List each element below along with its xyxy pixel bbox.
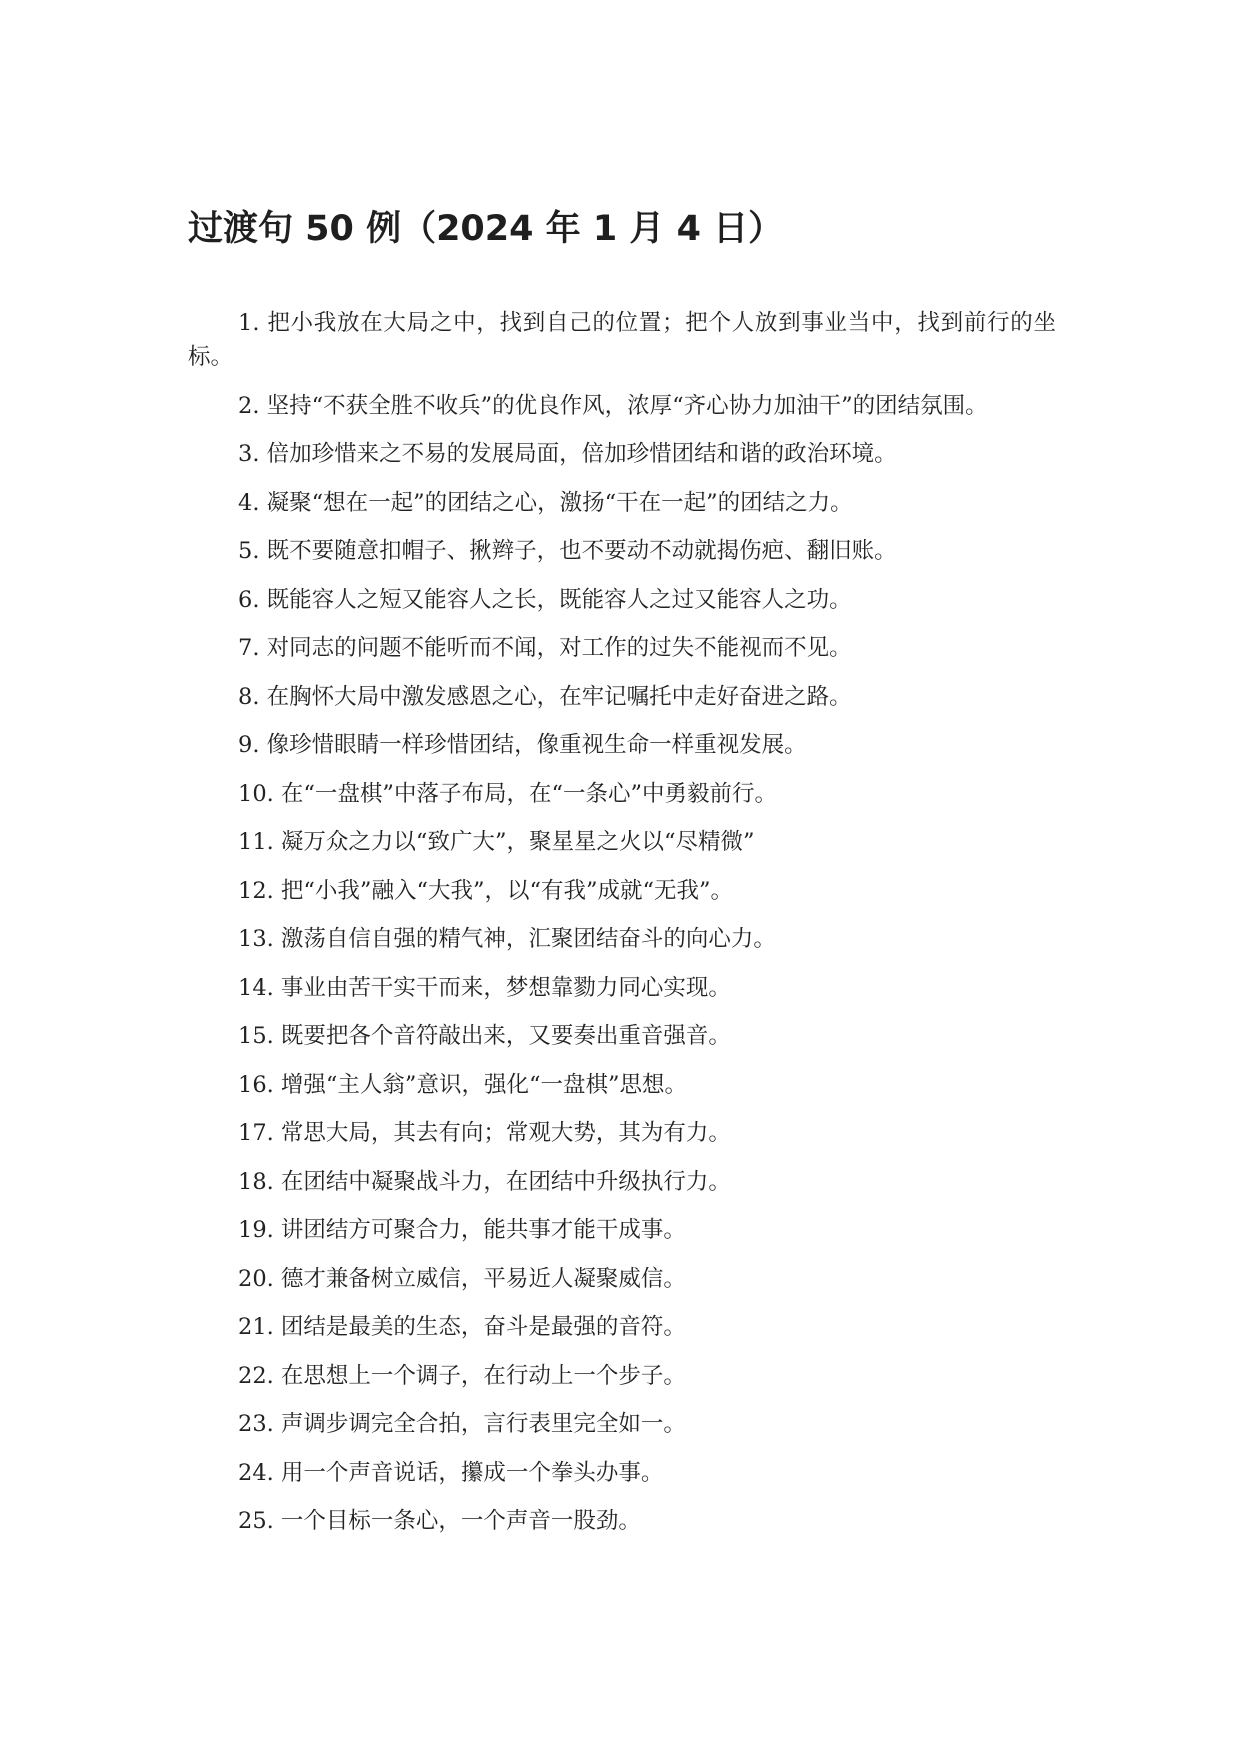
list-item: 6. 既能容人之短又能容人之长，既能容人之过又能容人之功。 (238, 586, 852, 613)
list-item: 11. 凝万众之力以“致广大”，聚星星之火以“尽精微” (238, 829, 755, 855)
list-item: 19. 讲团结方可聚合力，能共事才能干成事。 (238, 1217, 686, 1243)
list-item: 16. 增强“主人翁”意识，强化“一盘棋”思想。 (238, 1071, 687, 1098)
list-item: 5. 既不要随意扣帽子、揪辫子，也不要动不动就揭伤疤、翻旧账。 (238, 538, 897, 564)
sentence-list (188, 306, 1056, 1553)
list-item: 13. 激荡自信自强的精气神，汇聚团结奋斗的向心力。 (238, 926, 776, 952)
list-item: 17. 常思大局，其去有向；常观大势，其为有力。 (238, 1120, 731, 1146)
list-item: 21. 团结是最美的生态，奋斗是最强的音符。 (238, 1314, 686, 1340)
list-item: 23. 声调步调完全合拍，言行表里完全如一。 (238, 1411, 686, 1437)
list-item: 18. 在团结中凝聚战斗力，在团结中升级执行力。 (238, 1168, 731, 1195)
list-item: 1. 把小我放在大局之中，找到自己的位置；把个人放到事业当中，找到前行的坐标。 (188, 310, 1056, 370)
list-item: 15. 既要把各个音符敲出来，又要奏出重音强音。 (238, 1023, 731, 1049)
list-item: 24. 用一个声音说话，攥成一个拳头办事。 (238, 1459, 664, 1486)
list-item: 20. 德才兼备树立威信，平易近人凝聚威信。 (238, 1265, 686, 1292)
list-item: 25. 一个目标一条心，一个声音一股劲。 (238, 1508, 641, 1534)
list-item: 22. 在思想上一个调子，在行动上一个步子。 (238, 1362, 686, 1389)
list-item: 4. 凝聚“想在一起”的团结之心，激扬“干在一起”的团结之力。 (238, 489, 853, 516)
list-item: 10. 在“一盘棋”中落子布局，在“一条心”中勇毅前行。 (238, 780, 777, 807)
list-item: 2. 坚持“不获全胜不收兵”的优良作风，浓厚“齐心协力加油干”的团结氛围。 (238, 392, 988, 419)
document-title: 过渡句 50 例（2024 年 1 月 4 日） (188, 209, 784, 249)
list-item: 7. 对同志的问题不能听而不闻，对工作的过失不能视而不见。 (238, 635, 852, 661)
list-item: 8. 在胸怀大局中激发感恩之心，在牢记嘱托中走好奋进之路。 (238, 683, 852, 710)
list-item: 3. 倍加珍惜来之不易的发展局面，倍加珍惜团结和谐的政治环境。 (238, 441, 897, 467)
list-item: 14. 事业由苦干实干而来，梦想靠勠力同心实现。 (238, 974, 731, 1001)
list-item: 9. 像珍惜眼睛一样珍惜团结，像重视生命一样重视发展。 (238, 732, 807, 758)
list-item: 12. 把“小我”融入“大我”，以“有我”成就“无我”。 (238, 877, 733, 904)
